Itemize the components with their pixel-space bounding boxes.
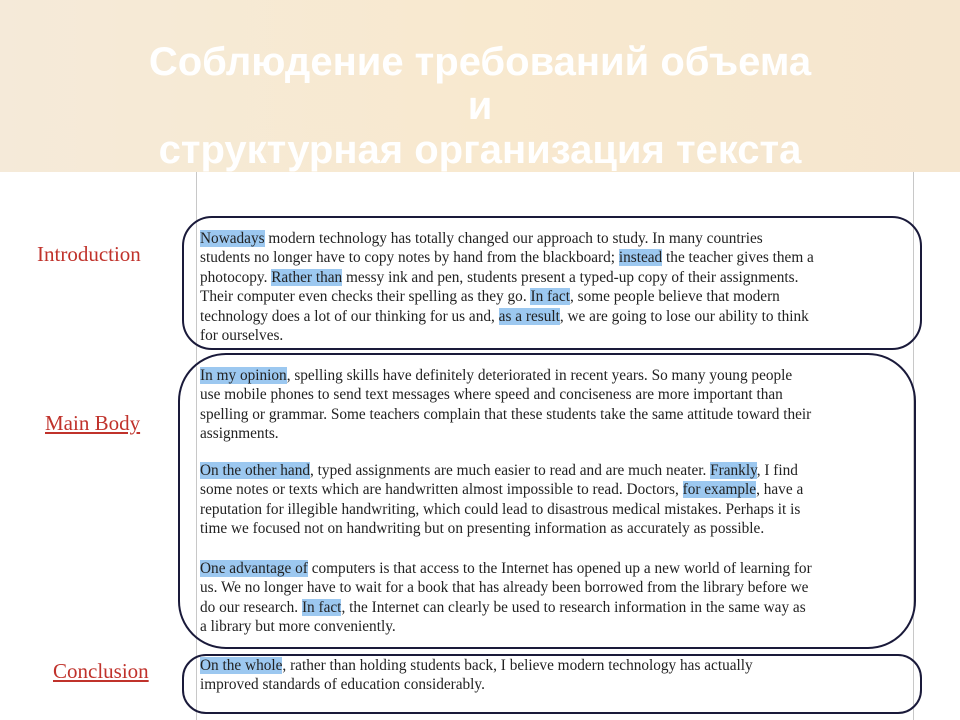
highlighted-linking-phrase: In fact <box>301 598 342 616</box>
text-line <box>200 500 910 519</box>
text-line <box>200 424 910 443</box>
text-line <box>200 405 910 424</box>
text-line <box>200 480 910 499</box>
text-segment: , the Internet can clearly be used to research information in the same way as <box>341 598 806 616</box>
text-line <box>200 519 910 538</box>
text-segment: students no longer have to copy notes by hand from the blackboard; <box>200 249 619 267</box>
text-line <box>200 656 910 675</box>
text-segment: photocopy. <box>200 268 272 286</box>
title-line-2: и <box>467 84 493 128</box>
highlighted-linking-phrase: instead <box>618 249 663 267</box>
text-line <box>200 326 910 345</box>
title-line-3: структурная организация текста <box>158 128 802 172</box>
highlighted-linking-phrase: One advantage of <box>200 560 308 577</box>
text-segment: modern technology has totally changed our approach to study. In many countries <box>264 230 763 247</box>
text-segment: do our research. <box>200 598 302 616</box>
text-line <box>200 248 910 267</box>
text-segment: , spelling skills have definitely deteriorated in recent years. So many young people <box>286 367 793 384</box>
highlighted-linking-phrase: On the other hand <box>200 462 311 479</box>
text-line <box>200 268 910 287</box>
label-main-body: Main Body <box>45 411 141 435</box>
text-line <box>200 366 910 385</box>
label-introduction: Introduction <box>37 242 141 266</box>
text-segment: spelling or grammar. Some teachers complain that these students take the same attitude toward their <box>200 405 812 423</box>
highlighted-linking-phrase: as a result <box>498 307 560 325</box>
title-line-1: Соблюдение требований объема <box>148 40 812 84</box>
text-segment: , we are going to lose our ability to think <box>559 307 809 325</box>
paragraph-main-body-3 <box>200 559 910 637</box>
text-segment: use mobile phones to send text messages where speed and conciseness are more important than <box>200 386 783 404</box>
text-segment: , typed assignments are much easier to read and are much neater. <box>310 462 711 479</box>
text-line <box>200 598 910 617</box>
text-segment: us. We no longer have to wait for a book that has already been borrowed from the library before we <box>200 579 809 597</box>
highlighted-linking-phrase: Nowadays <box>200 230 265 247</box>
text-segment: reputation for illegible handwriting, which could lead to disastrous medical mistakes. Perhaps it is <box>200 500 801 518</box>
text-line <box>200 385 910 404</box>
highlighted-linking-phrase: In my opinion <box>200 367 287 384</box>
text-line <box>200 461 910 480</box>
highlighted-linking-phrase: Rather than <box>271 268 343 286</box>
text-segment: , I find <box>756 462 798 479</box>
text-line <box>200 287 910 306</box>
text-segment: time we focused not on handwriting but on presenting information as accurately as possible. <box>200 520 765 538</box>
paragraph-introduction <box>200 229 910 345</box>
slide-title <box>0 40 960 172</box>
text-line <box>200 675 910 694</box>
slide-header <box>0 0 960 172</box>
text-segment: some notes or texts which are handwritten almost impossible to read. Doctors, <box>200 481 683 499</box>
text-segment: assignments. <box>200 425 279 443</box>
text-line <box>200 307 910 326</box>
text-segment: the teacher gives them a <box>662 249 814 267</box>
text-segment: for ourselves. <box>200 327 284 345</box>
highlighted-linking-phrase: On the whole <box>200 657 283 674</box>
text-segment: a library but more conveniently. <box>200 618 396 636</box>
text-segment: technology does a lot of our thinking for us and, <box>200 307 499 325</box>
text-segment: , some people believe that modern <box>569 288 780 306</box>
text-segment: computers is that access to the Internet has opened up a new world of learning for <box>307 560 812 577</box>
text-segment: , rather than holding students back, I believe modern technology has actually <box>282 657 753 674</box>
paragraph-main-body-2 <box>200 461 910 539</box>
highlighted-linking-phrase: Frankly <box>710 462 757 479</box>
highlighted-linking-phrase: for example <box>682 481 757 499</box>
text-line <box>200 229 910 248</box>
text-line <box>200 578 910 597</box>
text-line <box>200 559 910 578</box>
text-segment: improved standards of education considerably. <box>200 676 485 694</box>
text-line <box>200 617 910 636</box>
label-conclusion: Conclusion <box>53 659 149 683</box>
paragraph-main-body-1 <box>200 366 910 444</box>
text-segment: messy ink and pen, students present a typed-up copy of their assignments. <box>342 268 799 286</box>
text-segment: , have a <box>756 481 804 499</box>
highlighted-linking-phrase: In fact <box>530 288 570 306</box>
text-segment: Their computer even checks their spelling as they go. <box>200 288 531 306</box>
paragraph-conclusion <box>200 656 910 695</box>
